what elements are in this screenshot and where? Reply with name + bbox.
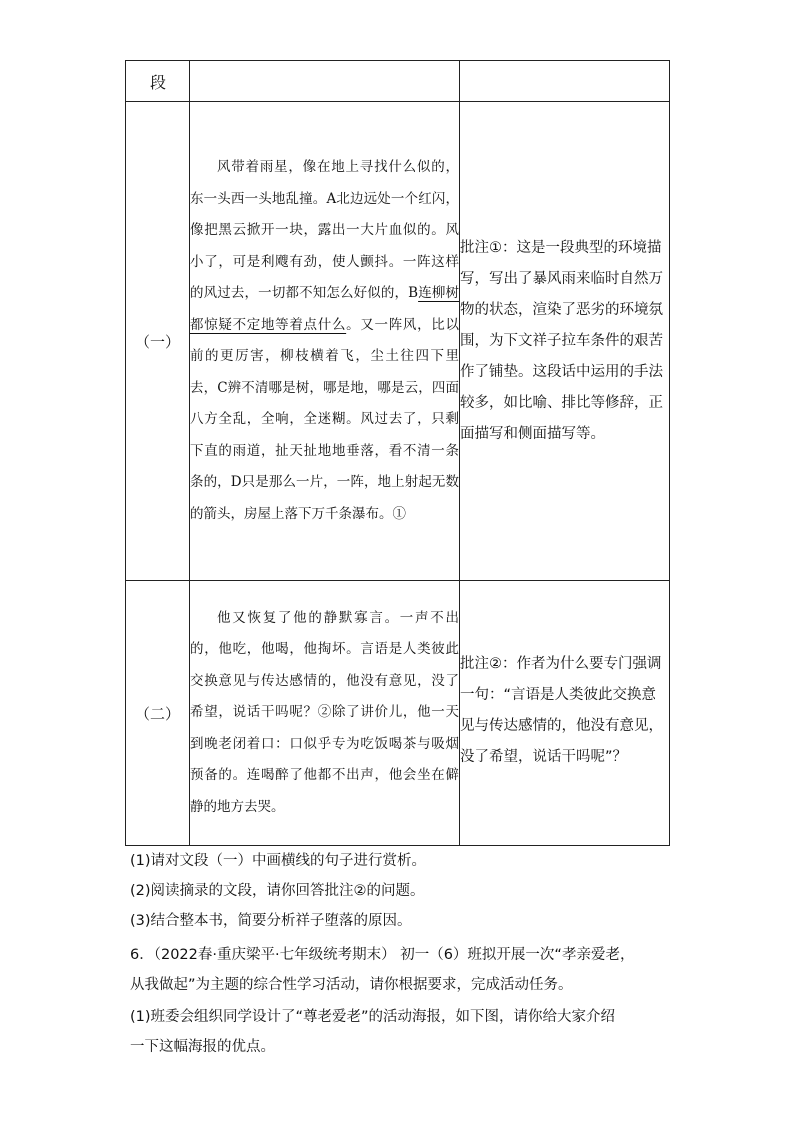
table-header-row: [126, 61, 670, 102]
question-3: (3)结合整本书，简要分析祥子堕落的原因。: [130, 913, 412, 929]
passage-part: 风带着雨星，像在地上寻找什么似的，东一头西一头地乱撞。A北边远处一个红闪，像把黑云掀开一块，露出一大片血似的。风小了，可是利飕有劲，使人颤抖。一阵这样的风过去，一切都不知怎么好似的，B: [190, 159, 459, 301]
row-label: （二）: [126, 581, 190, 846]
passage-cell: [190, 102, 460, 581]
question-6: [130, 940, 670, 1000]
row-label: （一）: [126, 102, 190, 581]
passage-text: 他又恢复了他的静默寡言。一声不出的，他吃，他喝，他掏坏。言语是人类彼此交换意见与传达感情的，他没有意见，没了希望，说话干吗呢？②除了讲价儿，他一天到晚老闭着口：口似乎专为吃饭喝茶与吸烟预备的。连喝醉了他都不出声，他会坐在僻静的地方去哭。: [190, 609, 459, 815]
question-6-line: 从我做起”为主题的综合性学习活动，请你根据要求，完成活动任务。: [130, 977, 573, 993]
table-row: [126, 102, 670, 581]
question-6-sub-1: [130, 1002, 670, 1062]
question-6-sub-line: (1)班委会组织同学设计了“尊老爱老”的活动海报，如下图，请你给大家介绍: [130, 1009, 616, 1025]
header-col3: [460, 61, 670, 102]
header-label: 段: [126, 61, 190, 102]
reading-table: [125, 60, 670, 846]
header-col2: [190, 61, 460, 102]
underlined-sentence: 连柳树都惊疑不定地等着点什么: [190, 285, 460, 333]
annotation-cell: 批注①：这是一段典型的环境描写，写出了暴风雨来临时自然万物的状态，渲染了恶劣的环境氛围，为下文祥子拉车条件的艰苦作了铺垫。这段话中运用的手法较多，如比喻、排比等修辞，正面描写和侧面描写等。: [460, 102, 670, 581]
question-6-sub-line: 一下这幅海报的优点。: [130, 1039, 275, 1055]
question-1: (1)请对文段（一）中画横线的句子进行赏析。: [130, 853, 427, 869]
annotation-cell: 批注②：作者为什么要专门强调一句：“言语是人类彼此交换意见与传达感情的，他没有意见，没了希望，说话干吗呢”？: [460, 581, 670, 846]
table-row: [126, 581, 670, 846]
passage-cell: [190, 581, 460, 846]
passage-text: [190, 152, 459, 530]
passage-part: 。又一阵风，比以前的更厉害，柳枝横着飞，尘土往四下里去，C辨不清哪是树，哪是地，哪是云，四面八方全乱，全响，全迷糊。风过去了，只剩下直的雨道，扯天扯地地垂落，看不清一条条的，D只是那么一片，一阵，地上射起无数的箭头，房屋上落下万千条瀑布。①: [190, 316, 460, 522]
question-2: (2)阅读摘录的文段，请你回答批注②的问题。: [130, 883, 425, 899]
question-6-line: 6．（2022春·重庆梁平·七年级统考期末） 初一（6）班拟开展一次“孝亲爱老，: [130, 947, 635, 963]
